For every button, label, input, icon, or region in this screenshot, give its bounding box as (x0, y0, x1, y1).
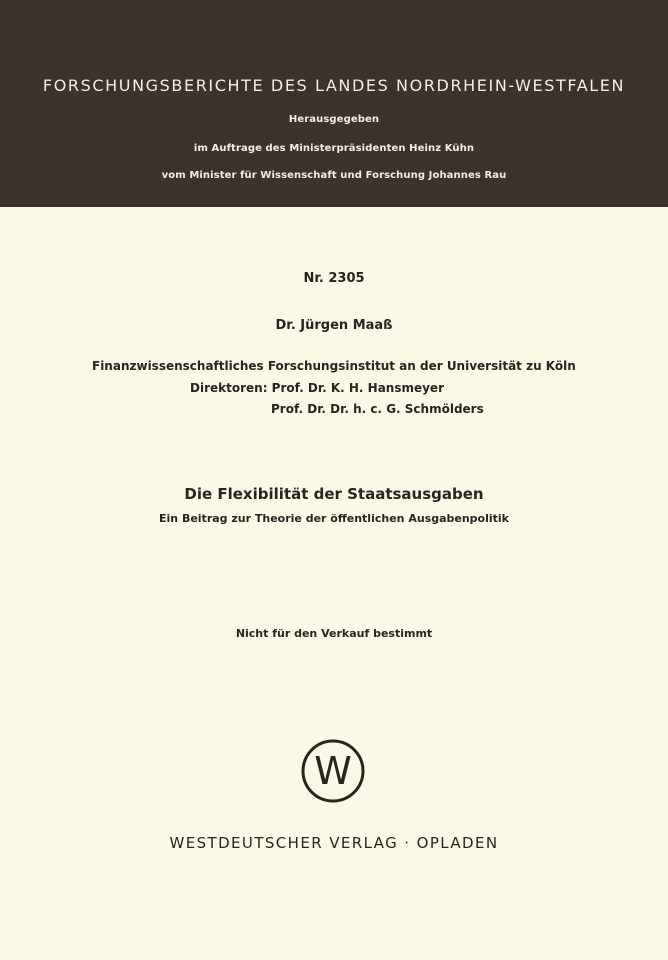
author-name: Dr. Jürgen Maaß (275, 318, 393, 333)
editor-line-1: Herausgegeben (288, 114, 380, 125)
directors-line-2: Prof. Dr. Dr. h. c. G. Schmölders (271, 402, 484, 416)
book-title: Die Flexibilität der Staatsausgaben (184, 485, 484, 503)
series-title: FORSCHUNGSBERICHTE DES LANDES NORDRHEIN-WESTFALEN (42, 76, 626, 95)
editor-line-3: vom Minister für Wissenschaft und Forschung Johannes Rau (161, 170, 507, 181)
directors-line-1: Direktoren: Prof. Dr. K. H. Hansmeyer (190, 381, 444, 395)
publisher-logo-icon (300, 738, 366, 804)
not-for-sale-note: Nicht für den Verkauf bestimmt (235, 627, 433, 640)
institution-line: Finanzwissenschaftliches Forschungsinstitut an der Universität zu Köln (92, 359, 576, 373)
logo-letter: W (314, 749, 352, 793)
publisher-name: WESTDEUTSCHER VERLAG · OPLADEN (169, 834, 499, 852)
editor-line-2: im Auftrage des Ministerpräsidenten Heinz Kühn (193, 143, 475, 154)
book-subtitle: Ein Beitrag zur Theorie der öffentlichen Ausgabenpolitik (159, 512, 509, 525)
report-number: Nr. 2305 (303, 271, 365, 286)
series-header-band (0, 0, 668, 207)
